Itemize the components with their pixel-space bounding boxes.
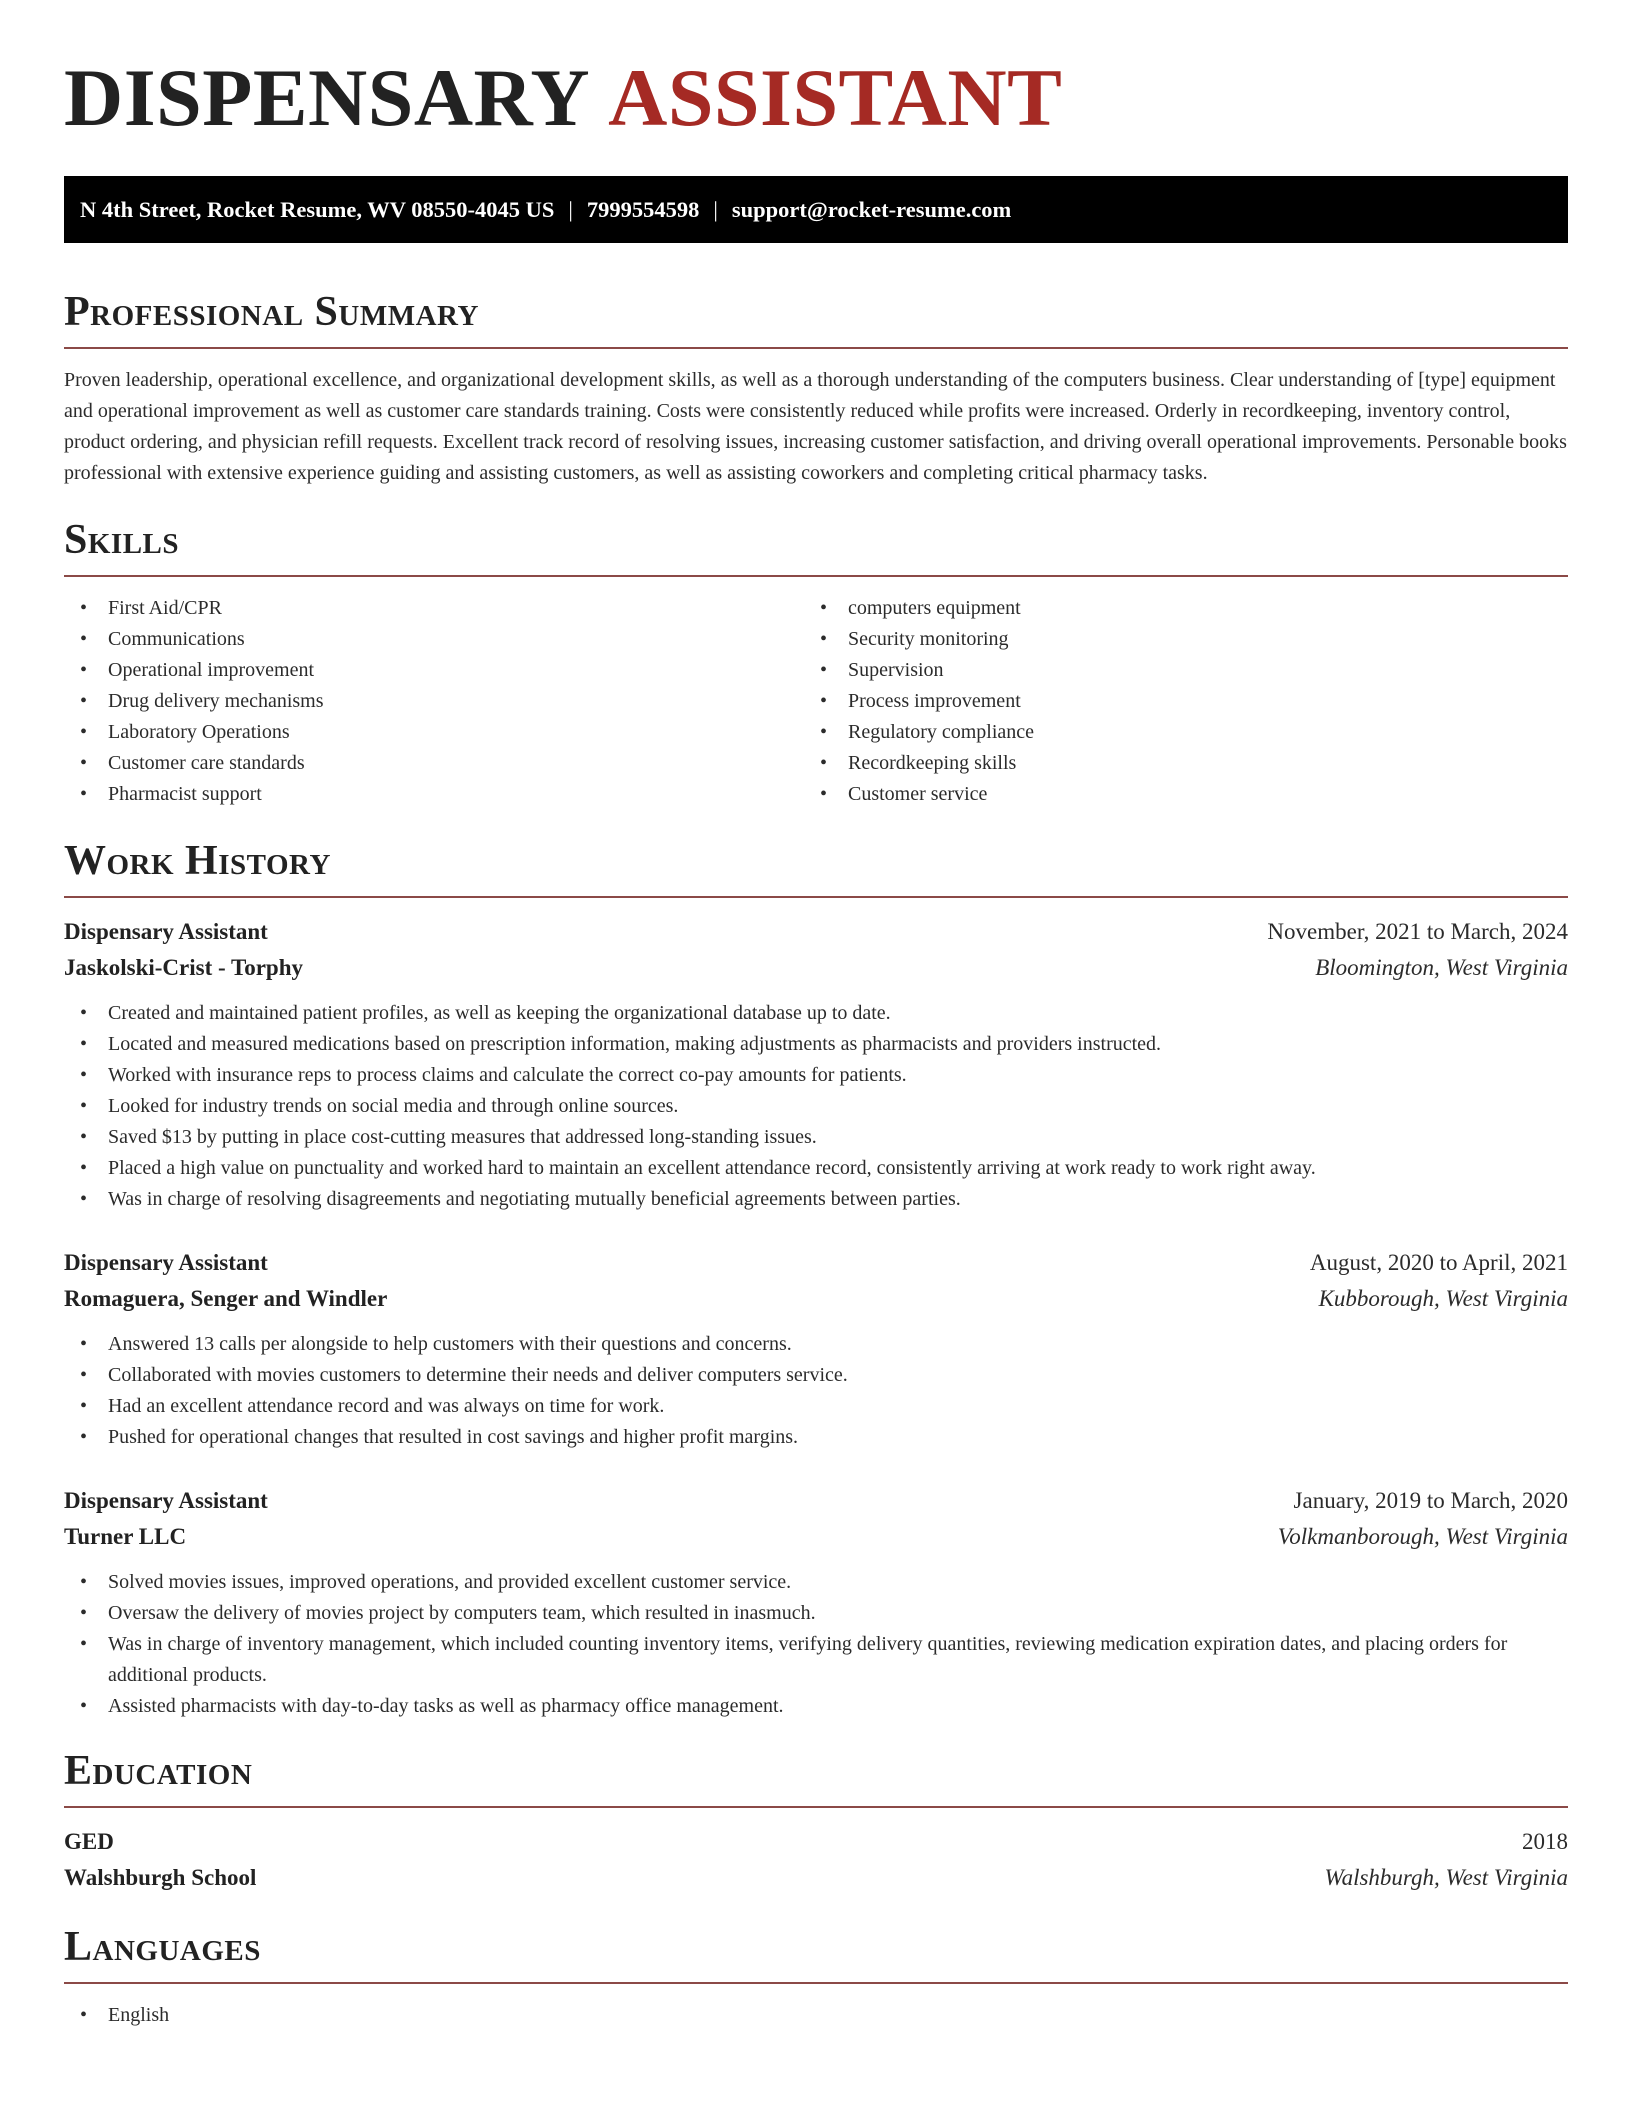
section-divider xyxy=(64,896,1568,898)
education-degree: GED xyxy=(64,1829,114,1854)
job-subheader xyxy=(64,950,1568,986)
job-title: Dispensary Assistant xyxy=(64,1488,268,1513)
education-section xyxy=(64,1746,1568,1896)
job-bullets xyxy=(64,1567,1568,1722)
job-dates: January, 2019 to March, 2020 xyxy=(1293,1488,1568,1513)
education-entry xyxy=(64,1824,1568,1896)
education-school: Walshburgh School xyxy=(64,1865,257,1890)
job-location: Bloomington, West Virginia xyxy=(1315,955,1568,980)
job-bullets xyxy=(64,998,1568,1215)
job-entry xyxy=(64,914,1568,1215)
skills-list-left xyxy=(64,593,804,810)
job-subheader xyxy=(64,1519,1568,1555)
name-first: DISPENSARY xyxy=(64,52,591,143)
summary-text: Proven leadership, operational excellence, and organizational development skills, as well as a thorough understanding of the computers business. Clear understanding of [type] equipment and operational improvement as well as customer care standards training. Costs were consistently reduced while profits were increased. Orderly in recordkeeping, inventory control, product ordering, and physician refill requests. Excellent track record of resolving issues, increasing customer satisfaction, and driving overall operational improvements. Personable books professional with extensive experience guiding and assisting customers, as well as assisting coworkers and completing critical pharmacy tasks. xyxy=(64,369,1567,484)
section-title-skills: Skills xyxy=(64,517,180,563)
resume-name xyxy=(64,0,1568,143)
job-title: Dispensary Assistant xyxy=(64,1250,268,1275)
job-bullet: • Was in charge of inventory management, which included counting inventory items, verifying delivery quantities, reviewing medication expiration dates, and placing orders for additional products. xyxy=(64,1629,1568,1691)
section-title-languages: Languages xyxy=(64,1924,261,1970)
languages-list xyxy=(64,2000,1568,2031)
summary-section xyxy=(64,287,1568,489)
job-bullet: • Oversaw the delivery of movies project by computers team, which resulted in inasmuch. xyxy=(64,1598,1568,1629)
job-title: Dispensary Assistant xyxy=(64,919,268,944)
job-bullet: • Answered 13 calls per alongside to help customers with their questions and concerns. xyxy=(64,1329,1568,1360)
section-title-summary: Professional Summary xyxy=(64,289,479,335)
job-bullets xyxy=(64,1329,1568,1453)
job-company: Turner LLC xyxy=(64,1524,187,1549)
education-header xyxy=(64,1824,1568,1860)
contact-separator: | xyxy=(713,197,718,222)
education-year: 2018 xyxy=(1522,1829,1568,1854)
skill-item: • Security monitoring xyxy=(804,624,1544,655)
job-header xyxy=(64,1245,1568,1281)
job-bullet: • Looked for industry trends on social media and through online sources. xyxy=(64,1091,1568,1122)
language-item: • English xyxy=(64,2000,1568,2031)
job-header xyxy=(64,914,1568,950)
skill-item: • Drug delivery mechanisms xyxy=(64,686,804,717)
contact-phone: 7999554598 xyxy=(586,197,700,222)
job-entry xyxy=(64,1245,1568,1453)
skill-item: • Customer service xyxy=(804,779,1544,810)
job-bullet: • Placed a high value on punctuality and worked hard to maintain an excellent attendance record, consistently arriving at work ready to work right away. xyxy=(64,1153,1568,1184)
contact-address: N 4th Street, Rocket Resume, WV 08550-4045 US xyxy=(80,197,555,222)
job-location: Volkmanborough, West Virginia xyxy=(1277,1524,1568,1549)
contact-bar xyxy=(64,176,1568,243)
job-bullet: • Located and measured medications based on prescription information, making adjustments as pharmacists and providers instructed. xyxy=(64,1029,1568,1060)
section-title-work: Work History xyxy=(64,838,331,884)
section-divider xyxy=(64,1806,1568,1808)
job-dates: August, 2020 to April, 2021 xyxy=(1309,1250,1568,1275)
job-bullet: • Saved $13 by putting in place cost-cutting measures that addressed long-standing issues. xyxy=(64,1122,1568,1153)
job-company: Romaguera, Senger and Windler xyxy=(64,1286,388,1311)
job-bullet: • Solved movies issues, improved operations, and provided excellent customer service. xyxy=(64,1567,1568,1598)
skill-item: • Regulatory compliance xyxy=(804,717,1544,748)
job-bullet: • Was in charge of resolving disagreements and negotiating mutually beneficial agreements between parties. xyxy=(64,1184,1568,1215)
job-bullet: • Pushed for operational changes that resulted in cost savings and higher profit margins. xyxy=(64,1422,1568,1453)
skill-item: • Customer care standards xyxy=(64,748,804,779)
job-subheader xyxy=(64,1281,1568,1317)
work-section xyxy=(64,836,1568,1722)
skill-item: • Recordkeeping skills xyxy=(804,748,1544,779)
section-title-education: Education xyxy=(64,1748,253,1794)
section-divider xyxy=(64,1982,1568,1984)
languages-section xyxy=(64,1922,1568,2031)
contact-email: support@rocket-resume.com xyxy=(731,197,1012,222)
skill-item: • First Aid/CPR xyxy=(64,593,804,624)
job-header xyxy=(64,1483,1568,1519)
contact-separator: | xyxy=(568,197,573,222)
skill-item: • Laboratory Operations xyxy=(64,717,804,748)
job-bullet: • Had an excellent attendance record and was always on time for work. xyxy=(64,1391,1568,1422)
job-company: Jaskolski-Crist - Torphy xyxy=(64,955,304,980)
education-subheader xyxy=(64,1860,1568,1896)
skill-item: • Process improvement xyxy=(804,686,1544,717)
skills-columns xyxy=(64,593,1568,810)
skill-item: • Supervision xyxy=(804,655,1544,686)
name-last: ASSISTANT xyxy=(608,52,1063,143)
skill-item: • computers equipment xyxy=(804,593,1544,624)
job-bullet: • Assisted pharmacists with day-to-day tasks as well as pharmacy office management. xyxy=(64,1691,1568,1722)
job-bullet: • Created and maintained patient profiles, as well as keeping the organizational database up to date. xyxy=(64,998,1568,1029)
job-entry xyxy=(64,1483,1568,1722)
job-bullet: • Worked with insurance reps to process claims and calculate the correct co-pay amounts for patients. xyxy=(64,1060,1568,1091)
skill-item: • Pharmacist support xyxy=(64,779,804,810)
skills-list-right xyxy=(804,593,1544,810)
job-location: Kubborough, West Virginia xyxy=(1318,1286,1568,1311)
skills-section xyxy=(64,515,1568,810)
job-dates: November, 2021 to March, 2024 xyxy=(1267,919,1568,944)
section-divider xyxy=(64,575,1568,577)
skill-item: • Operational improvement xyxy=(64,655,804,686)
section-divider xyxy=(64,347,1568,349)
education-location: Walshburgh, West Virginia xyxy=(1324,1865,1568,1890)
job-bullet: • Collaborated with movies customers to determine their needs and deliver computers service. xyxy=(64,1360,1568,1391)
skill-item: • Communications xyxy=(64,624,804,655)
resume-page xyxy=(64,0,1568,2031)
